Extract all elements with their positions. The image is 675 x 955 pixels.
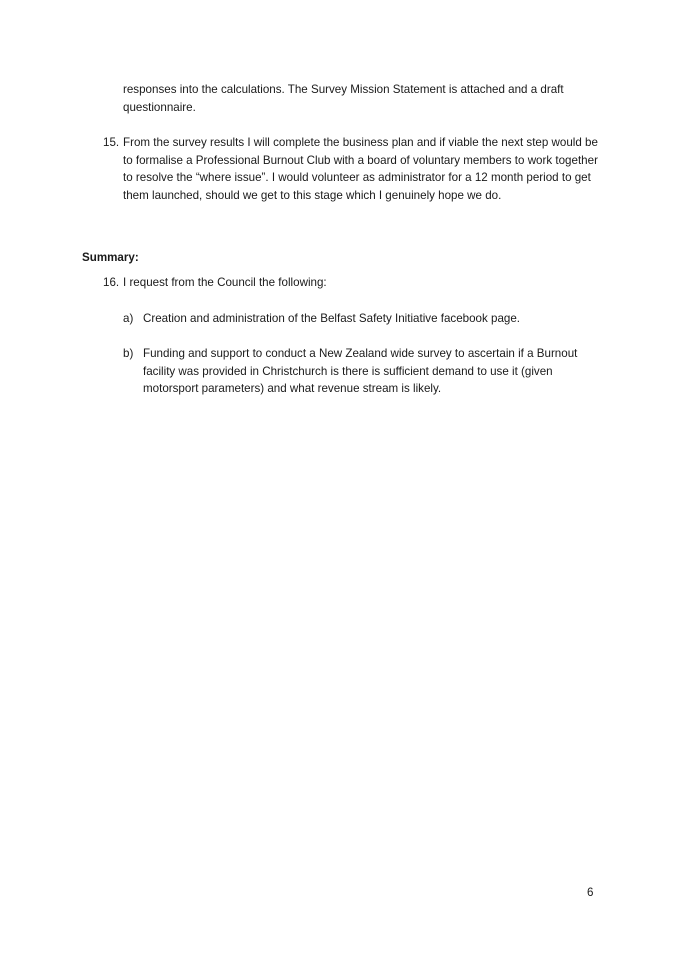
sub-item-a	[123, 310, 598, 328]
page-number: 6	[587, 886, 594, 899]
sub-item-letter: a)	[123, 312, 134, 325]
sub-item-text: Funding and support to conduct a New Zealand wide survey to ascertain if a Burnout facility was provided in Christchurch is there is sufficient demand to use it (given motorsport parameters) and what revenue stream is likely.	[143, 347, 578, 396]
sub-item-letter: b)	[123, 347, 134, 360]
sub-item-text: Creation and administration of the Belfast Safety Initiative facebook page.	[143, 312, 521, 325]
item-number: 15.	[103, 136, 120, 149]
item-text: From the survey results I will complete the business plan and if viable the next step would be to formalise a Professional Burnout Club with a board of voluntary members to work together to resolve the “where issue”. I would volunteer as administrator for a 12 month period to get them launched, should we get to this stage which I genuinely hope we do.	[123, 136, 598, 202]
sub-item-b	[123, 345, 598, 398]
numbered-item-15	[103, 134, 598, 204]
continuation-paragraph: responses into the calculations. The Survey Mission Statement is attached and a draft questionnaire.	[123, 83, 564, 114]
item-text: I request from the Council the following:	[123, 276, 327, 289]
item-number: 16.	[103, 276, 120, 289]
numbered-item-16	[103, 274, 598, 292]
summary-heading: Summary:	[82, 251, 139, 264]
